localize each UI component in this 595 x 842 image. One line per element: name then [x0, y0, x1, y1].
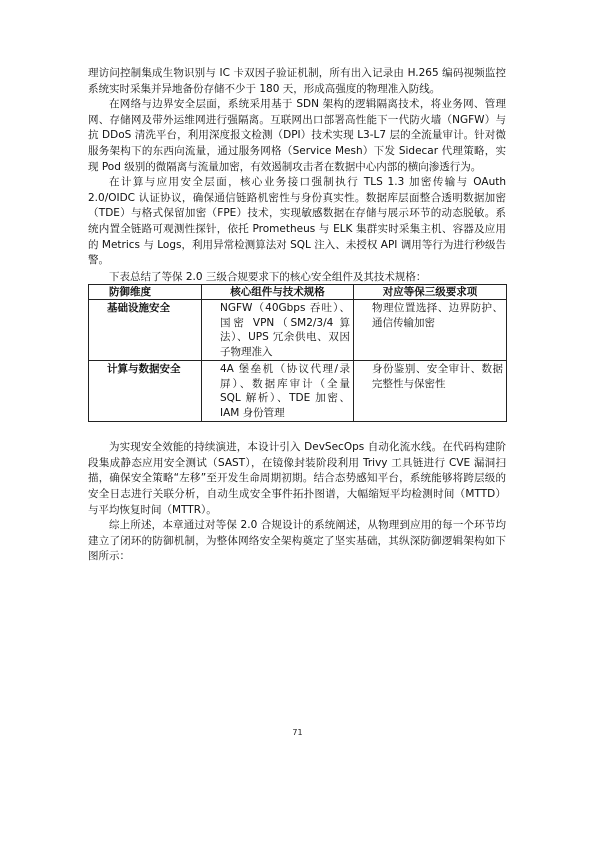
- table-caption: 下表总结了等保 2.0 三级合规要求下的核心安全组件及其技术规格：: [109, 270, 427, 283]
- cell-requirement: 物理位置选择、边界防护、通信传输加密: [354, 300, 507, 361]
- paragraph-devsecops: 为实现安全效能的持续演进，本设计引入 DevSecOps 自动化流水线。在代码构建阶段集成静态应用安全测试（SAST），在镜像封装阶段利用 Trivy 工具链进行 CVE 漏洞扫描，确保安全策略“左移”至开发生命周期初期。结合态势感知平台，系统能够将跨层级的安全日志进行关联分析，自动生成安全事件拓扑图谱，大幅缩短平均检测时间（MTTD）与平均恢复时间（MTTR）。: [88, 441, 506, 516]
- header-core-components: 核心组件与技术规格: [202, 284, 354, 300]
- table-row: [89, 361, 507, 422]
- paragraph-summary: 综上所述，本章通过对等保 2.0 合规设计的系统阐述，从物理到应用的每一个环节均建立了闭环的防御机制，为整体网络安全架构奠定了坚实基础，其纵深防御逻辑架构如下图所示：: [88, 519, 506, 563]
- page-number: 71: [292, 728, 303, 737]
- cell-components: NGFW（40Gbps 吞吐）、国密 VPN（SM2/3/4 算法）、UPS 冗余供电、双因子物理准入: [202, 300, 354, 361]
- cell-components: 4A 堡垒机（协议代理/录屏）、数据库审计（全量 SQL 解析）、TDE 加密、IAM 身份管理: [202, 361, 354, 422]
- cell-dimension: 基础设施安全: [89, 300, 202, 361]
- cell-dimension: 计算与数据安全: [89, 361, 202, 422]
- table-row: [89, 300, 507, 361]
- table-header-row: [89, 284, 507, 300]
- cell-requirement: 身份鉴别、安全审计、数据完整性与保密性: [354, 361, 507, 422]
- page-body: [88, 66, 506, 565]
- paragraph-network-boundary: 在网络与边界安全层面，系统采用基于 SDN 架构的逻辑隔离技术，将业务网、管理网、存储网及带外运维网进行强隔离。互联网出口部署高性能下一代防火墙（NGFW）与抗 DDoS 清洗平台，利用深度报文检测（DPI）技术实现 L3-L7 层的全流量审计。针对微服务架构下的东西向流量，通过服务网格（Service Mesh）下发 Sidecar 代理策略，实现 Pod 级别的微隔离与流量加密，有效遏制攻击者在数据中心内部的横向渗透行为。: [88, 98, 506, 173]
- header-mlps-requirement: 对应等保三级要求项: [354, 284, 507, 300]
- security-components-table: [88, 284, 507, 423]
- header-defense-dimension: 防御维度: [89, 284, 202, 300]
- paragraph-compute-application: 在计算与应用安全层面，核心业务接口强制执行 TLS 1.3 加密传输与 OAuth 2.0/OIDC 认证协议，确保通信链路机密性与身份真实性。数据库层面整合透明数据加密（TDE）与格式保留加密（FPE）技术，实现敏感数据在存储与展示环节的动态脱敏。系统内置全链路可观测性探针，依托 Prometheus 与 ELK 集群实时采集主机、容器及应用的 Metrics 与 Logs，利用异常检测算法对 SQL 注入、未授权 API 调用等行为进行秒级告警。: [88, 176, 506, 267]
- paragraph-physical-access-cont: 理访问控制集成生物识别与 IC 卡双因子验证机制，所有出入记录由 H.265 编码视频监控系统实时采集并异地备份存储不少于 180 天，形成高强度的物理准入防线。: [88, 67, 506, 95]
